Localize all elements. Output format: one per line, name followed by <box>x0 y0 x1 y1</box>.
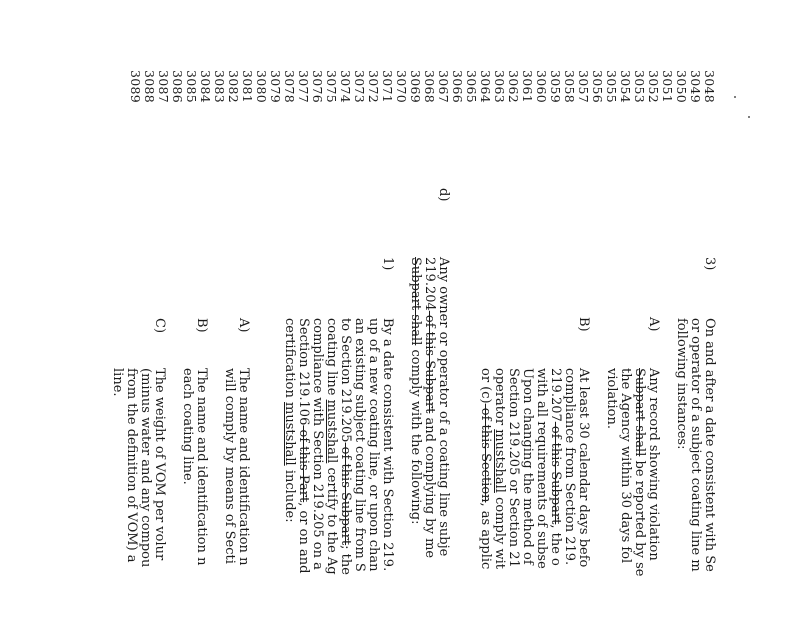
text-fragment: , as applic <box>478 502 493 570</box>
line-number: 3087 <box>156 69 171 103</box>
struck-text: of this Section <box>478 403 493 503</box>
line-number: 3088 <box>142 69 157 103</box>
text-line: The weight of VOM per volur <box>152 368 167 561</box>
text-fragment: ; the <box>338 545 353 575</box>
item-marker-3: 3) <box>702 257 717 271</box>
text-line <box>296 318 310 573</box>
line-number: 3072 <box>366 69 381 103</box>
line-number: 3056 <box>590 69 605 103</box>
line-number: 3078 <box>282 69 297 103</box>
text-fragment: include: <box>282 465 297 523</box>
text-line: The name and identification n <box>236 368 251 566</box>
text-line <box>548 368 562 566</box>
text-line: violation. <box>604 368 619 429</box>
text-line: each coating line. <box>180 368 195 485</box>
line-number: 3066 <box>450 69 465 103</box>
text-fragment: Section 219.106 <box>296 318 311 426</box>
item-marker-B: B) <box>194 318 209 333</box>
line-number: 3080 <box>254 69 269 103</box>
line-number: 3089 <box>128 69 143 103</box>
underlined-text: mustshall <box>282 402 297 466</box>
line-number: 3085 <box>184 69 199 103</box>
text-fragment: comply with the following: <box>408 345 423 525</box>
line-number: 3086 <box>170 69 185 103</box>
text-line: line. <box>110 368 125 397</box>
line-number: 3073 <box>352 69 367 103</box>
text-line <box>422 257 436 558</box>
item-marker-A: A) <box>236 318 251 333</box>
struck-text: of this Subpart <box>338 442 353 546</box>
text-line: Any owner or operator of a coating line subje <box>436 257 451 557</box>
text-line: Section 219.205 or Section 21 <box>506 368 521 568</box>
line-number: 3061 <box>520 69 535 103</box>
line-number: 3062 <box>506 69 521 103</box>
text-line: (minus water and any compou <box>138 368 153 568</box>
text-line: or operator of a subject coating line m <box>688 318 703 572</box>
underlined-text: mustshall <box>324 399 339 464</box>
text-line <box>632 368 646 576</box>
line-number: 3055 <box>604 69 619 103</box>
text-line: the Agency within 30 days fol <box>618 368 633 564</box>
struck-text: Subpart shall <box>408 257 423 346</box>
text-line <box>478 368 492 569</box>
line-number: 3048 <box>702 69 717 103</box>
text-fragment: certification <box>282 318 297 402</box>
line-number: 3070 <box>394 69 409 103</box>
line-number: 3049 <box>688 69 703 103</box>
struck-text: Subpart shall <box>632 368 647 457</box>
text-fragment: certify to the Ag <box>324 463 339 575</box>
text-line: with all requirements of subse <box>534 368 549 569</box>
text-line: By a date consistent with Section 219. <box>380 318 395 572</box>
line-number: 3054 <box>618 69 633 103</box>
text-line: will comply by means of Secti <box>222 368 237 564</box>
text-line: up of a new coating line, or upon chan <box>366 318 381 572</box>
text-line: compliance with Section 219.205 on a <box>310 318 325 570</box>
text-fragment: comply wit <box>492 492 507 569</box>
line-number: 3077 <box>296 69 311 103</box>
text-fragment: or (c) <box>478 368 493 404</box>
scan-speck <box>734 96 736 98</box>
item-marker-1: 1) <box>380 257 395 271</box>
line-number: 3051 <box>660 69 675 103</box>
line-number: 3079 <box>268 69 283 103</box>
line-number: 3052 <box>646 69 661 103</box>
line-number: 3059 <box>548 69 563 103</box>
text-line <box>408 257 422 524</box>
line-number: 3053 <box>632 69 647 103</box>
text-line: On and after a date consistent with Se <box>702 318 717 572</box>
line-number: 3076 <box>310 69 325 103</box>
item-marker-B: B) <box>576 317 591 332</box>
line-number: 3068 <box>422 69 437 103</box>
item-marker-C: C) <box>152 318 167 334</box>
line-number: 3075 <box>324 69 339 103</box>
line-number: 3074 <box>338 69 353 103</box>
struck-text: of this Subpart <box>548 421 563 525</box>
struck-text: of this Part <box>296 425 311 503</box>
text-line: Upon changing the method of <box>520 368 535 565</box>
line-number: 3050 <box>674 69 689 103</box>
text-fragment: operator <box>492 368 507 430</box>
text-fragment: 219.204 <box>422 257 437 311</box>
line-number: 3067 <box>436 69 451 103</box>
struck-text: of this Subpart <box>422 310 437 414</box>
text-fragment: , or on and <box>296 502 311 574</box>
text-line: compliance from Section 219. <box>562 368 577 566</box>
line-number: 3071 <box>380 69 395 103</box>
text-fragment: coating line <box>324 318 339 400</box>
text-fragment: be reported by se <box>632 456 647 577</box>
text-line: following instances: <box>674 318 689 450</box>
text-line <box>282 318 296 523</box>
text-fragment: to Section 219.205 <box>338 318 353 443</box>
scan-speck <box>748 116 750 118</box>
text-line: At least 30 calendar days befo <box>576 368 591 568</box>
line-number: 3058 <box>562 69 577 103</box>
item-marker-A: A) <box>646 317 661 332</box>
text-line: an existing subject coating line from S <box>352 318 367 572</box>
line-number: 3057 <box>576 69 591 103</box>
line-number: 3084 <box>198 69 213 103</box>
text-fragment: , the o <box>548 524 563 566</box>
item-marker-d: d) <box>436 188 451 202</box>
underlined-text: mustshall <box>492 429 507 493</box>
text-line: from the definition of VOM) a <box>124 368 139 563</box>
text-line: The name and identification n <box>194 368 209 566</box>
text-line <box>338 318 352 575</box>
text-line <box>324 318 338 575</box>
line-number: 3064 <box>478 69 493 103</box>
text-line: Any record showing violation <box>646 368 661 561</box>
line-number: 3063 <box>492 69 507 103</box>
text-line <box>492 368 506 569</box>
text-fragment: 219.207 <box>548 368 563 422</box>
line-number: 3069 <box>408 69 423 103</box>
text-fragment: and complying by me <box>422 413 437 559</box>
line-number: 3082 <box>226 69 241 103</box>
line-number: 3083 <box>212 69 227 103</box>
line-number: 3065 <box>464 69 479 103</box>
line-number: 3060 <box>534 69 549 103</box>
line-number: 3081 <box>240 69 255 103</box>
